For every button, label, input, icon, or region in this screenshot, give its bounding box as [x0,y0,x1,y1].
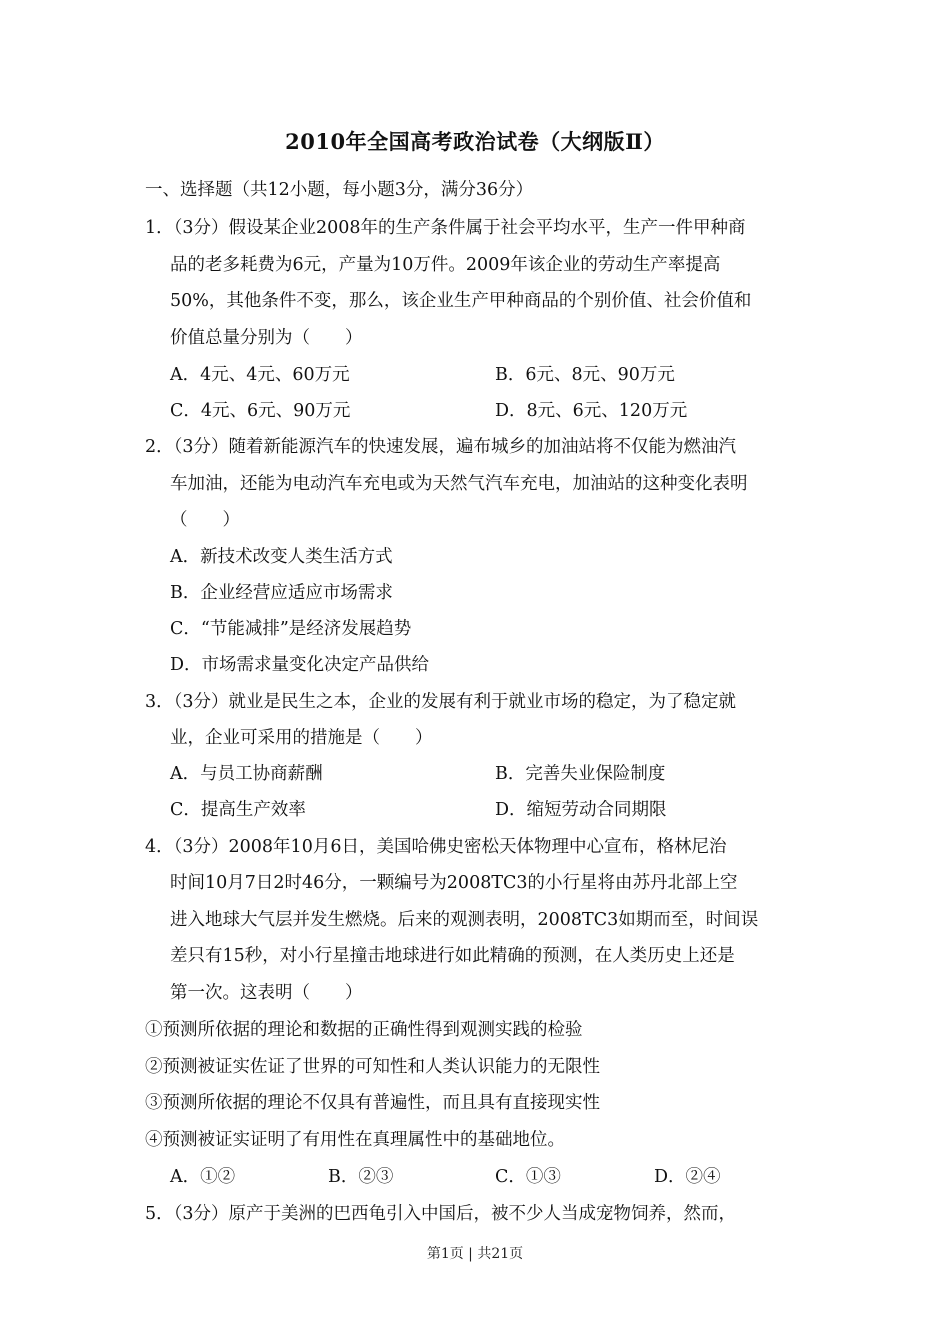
question-line: 4．（3分）2008年10月6日，美国哈佛史密松天体物理中心宣布，格林尼治 [145,837,727,857]
option-a: A．新技术改变人类生活方式 [170,547,393,567]
question-line: （ ） [170,510,240,530]
option-c: C．4元、6元、90万元 [170,401,351,421]
question-line: 1．（3分）假设某企业2008年的生产条件属于社会平均水平，生产一件甲种商 [145,218,746,238]
statement-3: ③预测所依据的理论不仅具有普遍性，而且具有直接现实性 [145,1093,600,1113]
option-a: A．与员工协商薪酬 [170,764,323,784]
option-b: B．6元、8元、90万元 [495,365,675,385]
question-line: 差只有15秒，对小行星撞击地球进行如此精确的预测，在人类历史上还是 [170,946,735,966]
option-a: A．4元、4元、60万元 [170,365,350,385]
question-line: 车加油，还能为电动汽车充电或为天然气汽车充电，加油站的这种变化表明 [170,474,748,494]
question-line: 进入地球大气层并发生燃烧。后来的观测表明，2008TC3如期而至，时间误 [170,910,759,930]
question-line: 时间10月7日2时46分，一颗编号为2008TC3的小行星将由苏丹北部上空 [170,873,738,893]
option-a: A．①② [170,1167,236,1187]
option-c: C．提高生产效率 [170,800,306,820]
option-d: D．市场需求量变化决定产品供给 [170,655,430,675]
page-footer: 第1页 | 共21页 [426,1246,524,1262]
question-line: 50%，其他条件不变，那么，该企业生产甲种商品的个别价值、社会价值和 [170,291,752,311]
option-b: B．完善失业保险制度 [495,764,666,784]
statement-1: ①预测所依据的理论和数据的正确性得到观测实践的检验 [145,1020,583,1040]
option-d: D．8元、6元、120万元 [495,401,688,421]
section-header: 一、选择题（共12小题，每小题3分，满分36分） [145,180,534,200]
question-line: 2．（3分）随着新能源汽车的快速发展，遍布城乡的加油站将不仅能为燃油汽 [145,437,737,457]
question-line: 业，企业可采用的措施是（ ） [170,728,433,748]
option-d: D．②④ [654,1167,721,1187]
option-c: C．①③ [495,1167,561,1187]
option-d: D．缩短劳动合同期限 [495,800,667,820]
option-b: B．②③ [328,1167,394,1187]
question-line: 3．（3分）就业是民生之本，企业的发展有利于就业市场的稳定，为了稳定就 [145,692,737,712]
question-line: 品的老多耗费为6元，产量为10万件。2009年该企业的劳动生产率提高 [170,255,721,275]
page-title: 2010年全国高考政治试卷（大纲版Ⅱ） [285,129,665,154]
question-line: 第一次。这表明（ ） [170,983,363,1003]
option-b: B．企业经营应适应市场需求 [170,583,393,603]
option-c: C．“节能减排”是经济发展趋势 [170,619,412,639]
question-line: 价值总量分别为（ ） [170,328,363,348]
statement-2: ②预测被证实佐证了世界的可知性和人类认识能力的无限性 [145,1057,600,1077]
statement-4: ④预测被证实证明了有用性在真理属性中的基础地位。 [145,1130,565,1150]
question-line: 5．（3分）原产于美洲的巴西龟引入中国后，被不少人当成宠物饲养，然而， [145,1204,737,1224]
